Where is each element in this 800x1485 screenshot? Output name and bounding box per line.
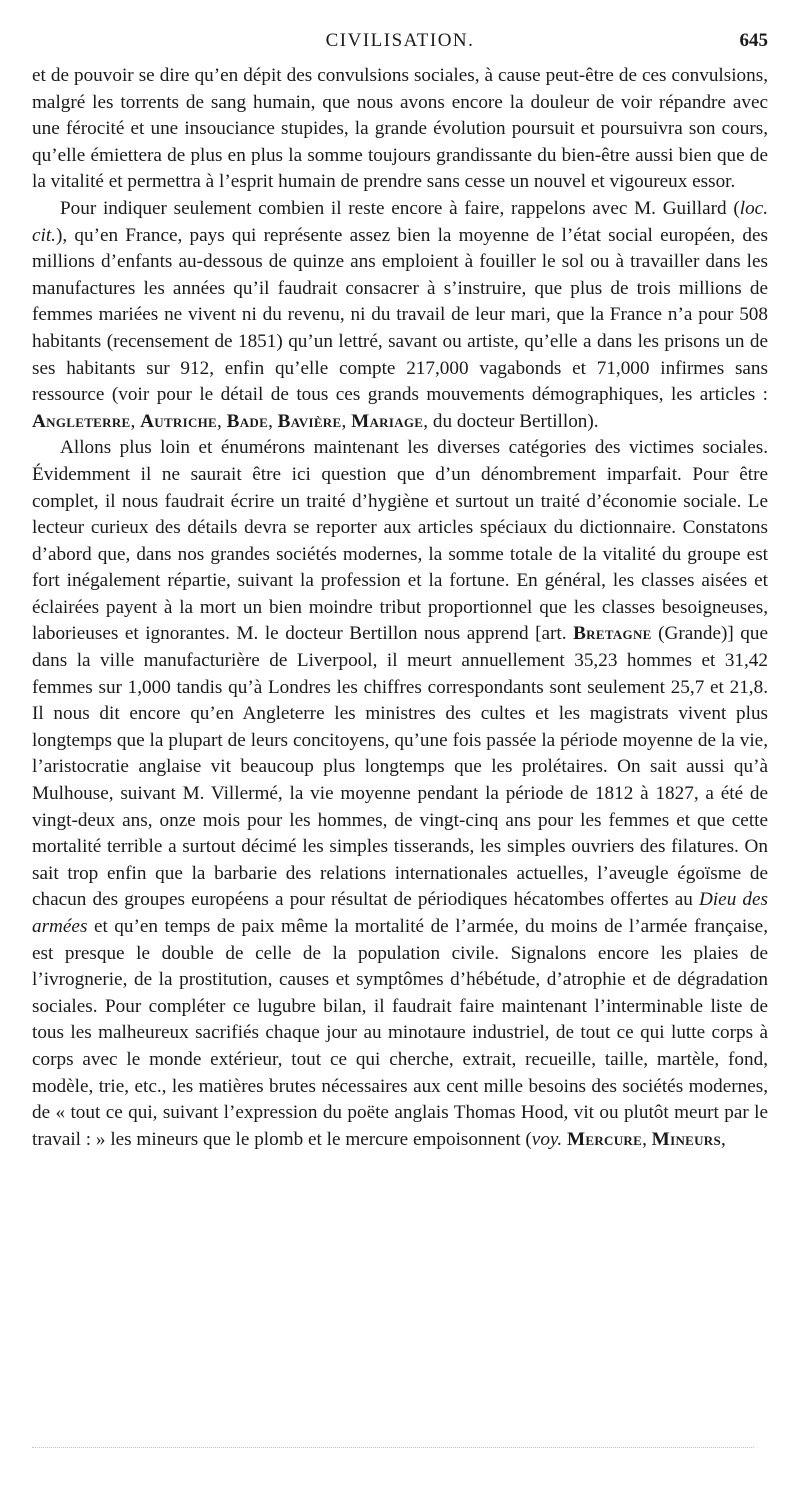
running-title: CIVILISATION. xyxy=(325,30,475,51)
page-number: 645 xyxy=(739,30,768,51)
paragraph xyxy=(32,196,768,435)
paragraph xyxy=(32,63,768,196)
text-run: , du docteur Bertillon). xyxy=(423,410,599,432)
text-run: , xyxy=(642,1128,652,1150)
text-run: , xyxy=(268,410,278,432)
footer-noise-line xyxy=(32,1447,754,1448)
text-run: , xyxy=(130,410,141,432)
text-run: et qu’en temps de paix même la mortalité de l’armée, du moins de l’armée française, est presque le double de celle de la population civile. Signalons encore les plaies de l’ivrognerie, de la prostitution, causes et symptômes d’hébétude, d’atrophie et de dégradation sociales. Pour compléter ce lugubre bilan, il faudrait faire maintenant l’interminable liste de tous les malheureux sacrifiés chaque jour au minotaure industriel, de tout ce qui lutte corps à corps avec le monde extérieur, tout ce qui cherche, extrait, recueille, taille, martèle, fond, modèle, trie, etc., les matières brutes nécessaires aux cent mille besoins des sociétés modernes, de « tout ce qui, suivant l’expression du poëte anglais Thomas Hood, vit ou plutôt meurt par le travail : » les mineurs que le plomb et le mercure empoisonnent ( xyxy=(32,916,768,1150)
text-run: Pour indiquer seulement combien il reste encore à faire, rappelons avec M. Guillard ( xyxy=(60,197,740,219)
article-reference: Mineurs xyxy=(651,1128,722,1150)
article-reference: Bavière xyxy=(277,410,342,432)
text-run: , xyxy=(721,1128,726,1150)
body-text xyxy=(32,63,768,1153)
article-reference: Angleterre xyxy=(32,410,131,432)
text-run: , xyxy=(341,410,352,432)
italic-text: Dieu des armées xyxy=(32,889,769,937)
text-run: et de pouvoir se dire qu’en dépit des convulsions sociales, à cause peut-être de ces convulsions, malgré les torrents de sang humain, que nous avons encore la douleur de voir répandre avec une férocité et une insouciance stupides, la grande évolution poursuit et poursuivra son cours, qu’elle émiettera de plus en plus la somme toujours grandissante du bien-être aussi bien que de la vitalité et permettra à l’esprit humain de prendre sans cesse un nouvel et vigoureux essor. xyxy=(32,65,768,193)
article-reference: Mariage xyxy=(351,410,424,432)
article-reference: Mercure xyxy=(566,1128,643,1150)
italic-text: loc. cit. xyxy=(32,197,768,246)
paragraph xyxy=(32,435,768,1153)
article-reference: Bade xyxy=(226,410,269,432)
text-run: , xyxy=(217,410,227,432)
italic-text: voy. xyxy=(531,1128,563,1150)
text-run: (Grande)] que dans la ville manufacturière de Liverpool, il meurt annuellement 35,23 hommes et 31,42 femmes sur 1,000 tandis qu’à Londres les chiffres correspondants sont seulement 25,7 et 21,8. Il nous dit encore qu’en Angleterre les ministres des cultes et les magistrats vivent plus longtemps que la plupart de leurs concitoyens, qu’une fois passée la période moyenne de la vie, l’aristocratie anglaise vit beaucoup plus longtemps que les prolétaires. On sait aussi qu’à Mulhouse, suivant M. Villermé, la vie moyenne pendant la période de 1812 à 1827, a été de vingt-deux ans, onze mois pour les hommes, de vingt-cinq ans pour les femmes et que cette mortalité terrible a surtout décimé les simples tisserands, les simples ouvriers des filatures. On sait trop enfin que la barbarie des relations internationales actuelles, l’aveugle égoïsme de chacun des groupes européens a pour résultat de périodiques hécatombes offertes au xyxy=(32,623,769,911)
article-reference: Autriche xyxy=(140,410,218,432)
text-run: ), qu’en France, pays qui représente assez bien la moyenne de l’état social européen, des millions d’enfants au-dessous de quinze ans emploient à fouiller le sol ou à travailler dans les manufactures les années qu’il faudrait consacrer à s’instruire, que plus de trois millions de femmes mariées ne vivent ni du revenu, ni du travail de leur mari, que la France n’a pour 508 habitants (recensement de 1851) qu’un lettré, savant ou artiste, qu’elle a dans les prisons un de ses habitants sur 912, enfin qu’elle compte 217,000 vagabonds et 71,000 infirmes sans ressource (voir pour le détail de tous ces grands mouvements démographiques, les articles : xyxy=(32,224,768,406)
running-head xyxy=(32,30,768,56)
article-reference: Bretagne xyxy=(573,623,652,645)
text-run: Allons plus loin et énumérons maintenant les diverses catégories des victimes sociales. Évidemment il ne saurait être ici question que d’un dénombrement imparfait. Pour être complet, il nous faudrait écrire un traité d’hygiène et surtout un traité d’économie sociale. Le lecteur curieux des détails devra se reporter aux articles spéciaux du dictionnaire. Constatons d’abord que, dans nos grandes sociétés modernes, la somme totale de la vitalité du groupe est fort inégalement répartie, suivant la profession et la fortune. En général, les classes aisées et éclairées payent à la mort un bien moindre tribut proportionnel que les classes besoigneuses, laborieuses et ignorantes. M. le docteur Bertillon nous apprend [art. xyxy=(32,437,768,645)
